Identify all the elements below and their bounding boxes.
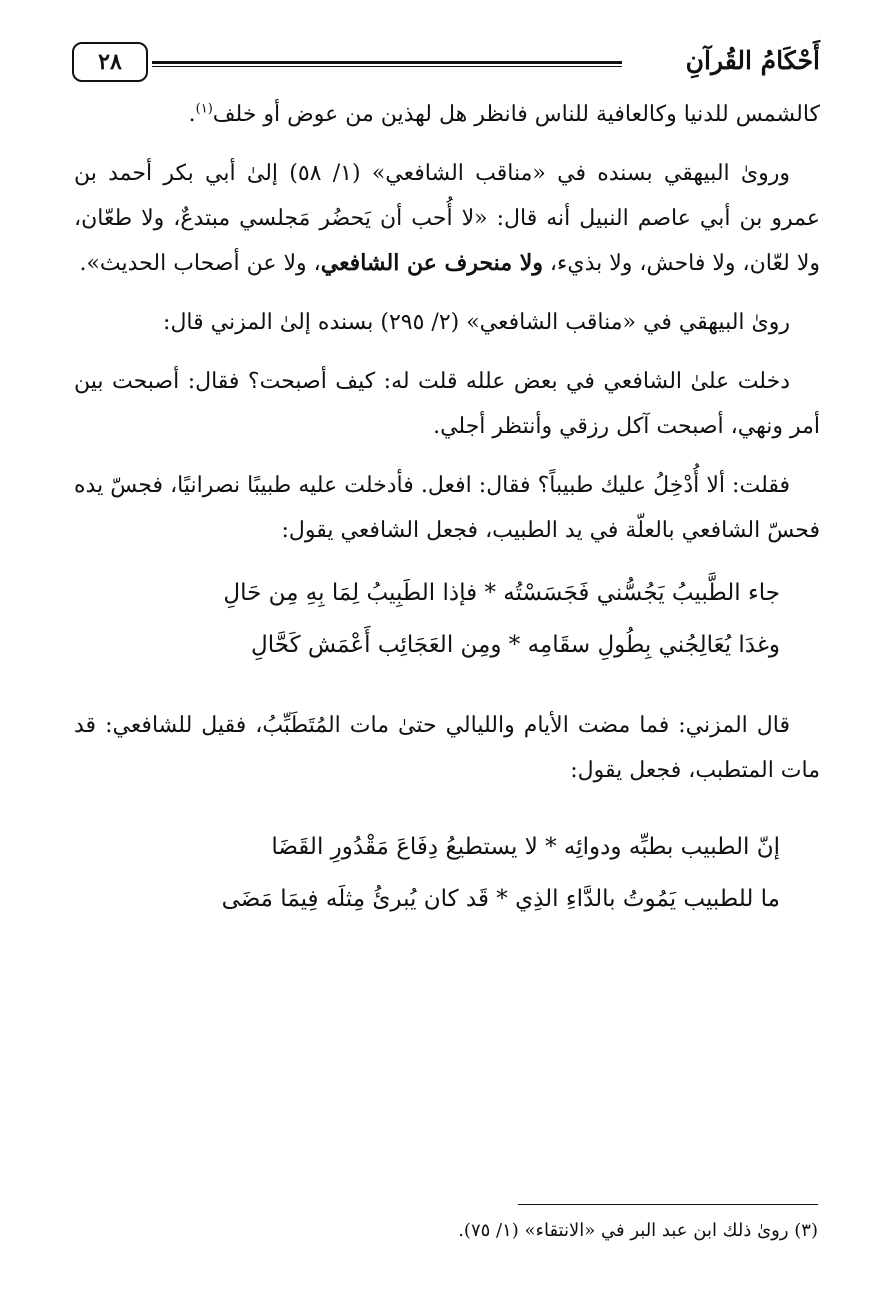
poem-verse: جاء الطَّبيبُ يَجُسُّني فَجَسَسْتُه * فإذا الطَبِيبُ لِمَا بِهِ مِن حَالِ — [223, 580, 780, 606]
header-rule — [152, 61, 622, 67]
paragraph-2-part-a: وروىٰ البيهقي بسنده في «مناقب الشافعي» (١/ ٥٨) إلىٰ أبي بكر أحمد بن عمرو بن أبي عاصم النبيل أنه قال: «لا أُحب أن يَحضُر مَجلسي مبتدعٌ، ولا طعّان، ولا لعّان، ولا فاحش، ولا بذيء، — [74, 161, 820, 276]
footnote-rule — [518, 1204, 818, 1205]
footnote: (٣) روىٰ ذلك ابن عبد البر في «الانتقاء» (١/ ٧٥). — [458, 1220, 818, 1241]
paragraph-6: قال المزني: فما مضت الأيام والليالي حتىٰ مات المُتَطَبِّبُ، فقيل للشافعي: قد مات المتطبب، فجعل يقول: — [74, 713, 820, 783]
running-title: أَحْكَامُ القُرآنِ — [685, 46, 820, 75]
footnote-marker: (١) — [195, 101, 213, 117]
paragraph-1-text: كالشمس للدنيا وكالعافية للناس فانظر هل لهذين من عوض أو خلف — [212, 102, 820, 127]
page-header — [72, 38, 820, 88]
paragraph-3: روىٰ البيهقي في «مناقب الشافعي» (٢/ ٢٩٥) بسنده إلىٰ المزني قال: — [163, 310, 790, 335]
main-text — [74, 92, 820, 957]
paragraph-2 — [74, 151, 820, 286]
paragraph-5: فقلت: ألا أُدْخِلُ عليك طبيباً؟ فقال: افعل. فأدخلت عليه طبيبًا نصرانيًا، فجسّ يده فحسّ الشافعي بالعلّة في يد الطبيب، فجعل الشافعي يقول: — [74, 473, 820, 543]
poem-2 — [74, 821, 820, 925]
paragraph-4: دخلت علىٰ الشافعي في بعض علله قلت له: كيف أصبحت؟ فقال: أصبحت بين أمر ونهي، أصبحت آكل رزقي وأنتظر أجلي. — [74, 369, 820, 439]
paragraph-1 — [74, 92, 820, 137]
paragraph-2-bold: ولا منحرف عن الشافعي — [320, 250, 543, 276]
paragraph-1-end: . — [188, 102, 196, 127]
poem-verse: وغدَا يُعَالِجُني بِطُولِ سقَامِه * ومِن العَجَائِب أَعْمَش كَحَّالِ — [251, 632, 780, 658]
page-number: ٢٨ — [72, 42, 148, 82]
poem-1 — [74, 567, 820, 671]
poem-verse: إنّ الطبيب بطبِّه ودوائِه * لا يستطيعُ دِفَاعَ مَقْدُورِ القَضَا — [271, 834, 780, 860]
poem-verse: ما للطبيب يَمُوتُ بالدَّاءِ الذِي * قَد كان يُبرئُ مِثلَه فِيمَا مَضَى — [221, 886, 780, 912]
paragraph-2-part-b: ، ولا عن أصحاب الحديث». — [79, 251, 321, 276]
